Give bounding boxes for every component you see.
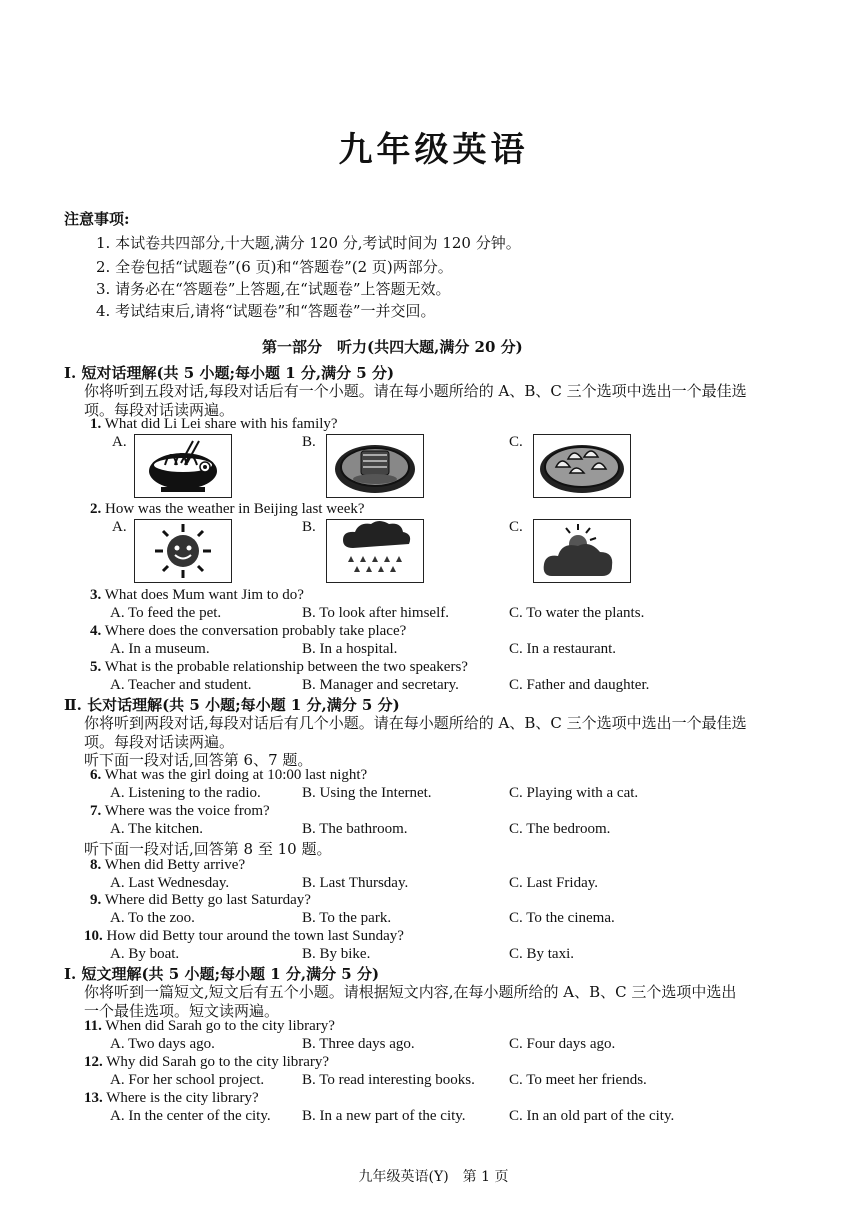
question-text: How did Betty tour around the town last Sunday? (106, 928, 404, 944)
question-number: 2. (90, 501, 102, 517)
option-c: C. Last Friday. (509, 875, 599, 891)
option-c: C. Playing with a cat. (509, 785, 639, 801)
option-a: A. Two days ago. (110, 1036, 215, 1052)
option-c: C. (509, 434, 523, 450)
notice-heading: 注意事项: (64, 210, 130, 228)
option-a: A. Last Wednesday. (110, 875, 230, 891)
question-text: Where does the conversation probably take place? (104, 623, 407, 639)
option-b: B. To the park. (302, 910, 392, 926)
section-instruction: 你将听到一篇短文,短文后有五个小题。请根据短文内容,在每小题所给的 A、B、C 三个选项中选出 (84, 983, 737, 1001)
question-text: How was the weather in Beijing last week? (105, 501, 365, 517)
question-text: When did Sarah go to the city library? (105, 1018, 335, 1034)
section-instruction: 一个最佳选项。短文读两遍。 (84, 1002, 280, 1020)
page-footer: 九年级英语(Y) 第 1 页 (358, 1169, 509, 1185)
question-number: 3. (90, 587, 102, 603)
option-c: C. (509, 519, 523, 535)
question-text: Where is the city library? (106, 1090, 259, 1106)
question-number: 4. (90, 623, 102, 639)
notice-item: 4. 考试结束后,请将“试题卷”和“答题卷”一并交回。 (96, 302, 436, 320)
option-c: C. To the cinema. (509, 910, 615, 926)
section-instruction: 你将听到五段对话,每段对话后有一个小题。请在每小题所给的 A、B、C 三个选项中选出一个最佳选 (84, 382, 747, 400)
option-a: A. In the center of the city. (110, 1108, 271, 1124)
option-b: B. To read interesting books. (302, 1072, 475, 1088)
question-text: What did Li Lei share with his family? (104, 416, 338, 432)
option-c: C. By taxi. (509, 946, 575, 962)
option-a: A. The kitchen. (110, 821, 204, 837)
noodles-icon (134, 434, 232, 498)
option-c: C. To meet her friends. (509, 1072, 647, 1088)
question-text: What is the probable relationship between the two speakers? (104, 659, 468, 675)
option-b: B. In a hospital. (302, 641, 398, 657)
rain-cloud-icon (326, 519, 424, 583)
option-a: A. Teacher and student. (110, 677, 252, 693)
option-b: B. The bathroom. (302, 821, 408, 837)
question-number: 10. (84, 928, 103, 944)
option-a: A. In a museum. (110, 641, 210, 657)
option-a: A. By boat. (110, 946, 180, 962)
section-heading: Ⅰ. 短对话理解(共 5 小题;每小题 1 分,满分 5 分) (64, 364, 395, 382)
option-b: B. Manager and secretary. (302, 677, 459, 693)
question-number: 7. (90, 803, 102, 819)
notice-item: 1. 本试卷共四部分,十大题,满分 120 分,考试时间为 120 分钟。 (96, 234, 521, 252)
section-instruction: 项。每段对话读两遍。 (84, 733, 235, 751)
option-a: A. For her school project. (110, 1072, 265, 1088)
question-number: 9. (90, 892, 102, 908)
section-instruction: 你将听到两段对话,每段对话后有几个小题。请在每小题所给的 A、B、C 三个选项中选出一个最佳选 (84, 714, 747, 732)
question-number: 5. (90, 659, 102, 675)
option-b: B. (302, 519, 316, 535)
option-c: C. In an old part of the city. (509, 1108, 675, 1124)
subsection-instruction: 听下面一段对话,回答第 6、7 题。 (84, 751, 313, 769)
question-text: Why did Sarah go to the city library? (106, 1054, 330, 1070)
section-instruction: 项。每段对话读两遍。 (84, 401, 235, 419)
option-b: B. To look after himself. (302, 605, 449, 621)
section-heading: Ⅱ. 长对话理解(共 5 小题;每小题 1 分,满分 5 分) (64, 696, 400, 714)
notice-item: 2. 全卷包括“试题卷”(6 页)和“答题卷”(2 页)两部分。 (96, 258, 453, 276)
section-heading: Ⅰ. 短文理解(共 5 小题;每小题 1 分,满分 5 分) (64, 965, 380, 983)
notice-item: 3. 请务必在“答题卷”上答题,在“试题卷”上答题无效。 (96, 280, 451, 298)
question-text: When did Betty arrive? (104, 857, 246, 873)
question-number: 8. (90, 857, 102, 873)
option-a: A. (112, 519, 127, 535)
question-number: 13. (84, 1090, 103, 1106)
option-b: B. By bike. (302, 946, 371, 962)
dumplings-icon (533, 434, 631, 498)
part-heading: 第一部分 听力(共四大题,满分 20 分) (262, 338, 523, 356)
cloud-sun-icon (533, 519, 631, 583)
option-b: B. Using the Internet. (302, 785, 432, 801)
question-number: 11. (84, 1018, 102, 1034)
option-a: A. Listening to the radio. (110, 785, 261, 801)
option-b: B. In a new part of the city. (302, 1108, 466, 1124)
option-a: A. To the zoo. (110, 910, 195, 926)
option-a: A. To feed the pet. (110, 605, 222, 621)
sun-icon (134, 519, 232, 583)
option-c: C. The bedroom. (509, 821, 611, 837)
question-number: 12. (84, 1054, 103, 1070)
option-b: B. Last Thursday. (302, 875, 409, 891)
question-number: 6. (90, 767, 102, 783)
question-text: What does Mum want Jim to do? (104, 587, 304, 603)
meat-dish-icon (326, 434, 424, 498)
option-a: A. (112, 434, 127, 450)
option-c: C. Father and daughter. (509, 677, 650, 693)
option-b: B. Three days ago. (302, 1036, 415, 1052)
question-text: Where was the voice from? (104, 803, 270, 819)
option-b: B. (302, 434, 316, 450)
question-text: Where did Betty go last Saturday? (104, 892, 311, 908)
question-text: What was the girl doing at 10:00 last night? (104, 767, 368, 783)
option-c: C. In a restaurant. (509, 641, 617, 657)
subsection-instruction: 听下面一段对话,回答第 8 至 10 题。 (84, 840, 332, 858)
option-c: C. To water the plants. (509, 605, 645, 621)
page-title: 九年级英语 (338, 130, 529, 170)
question-number: 1. (90, 416, 102, 432)
option-c: C. Four days ago. (509, 1036, 616, 1052)
